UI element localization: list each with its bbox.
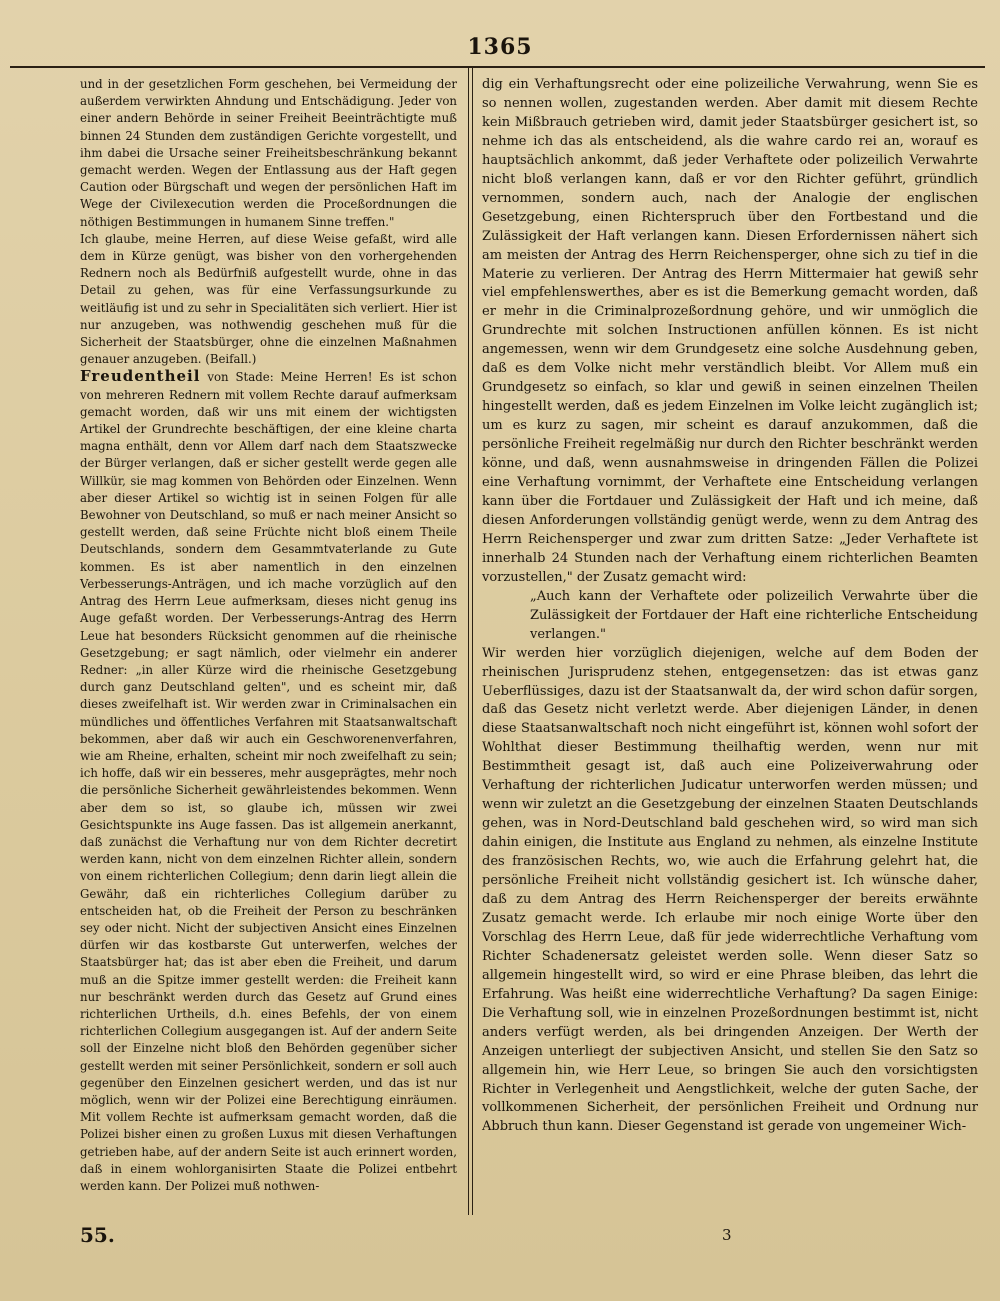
right-column	[482, 76, 978, 1137]
right-paragraph-2: Wir werden hier vorzüglich diejenigen, welche auf dem Boden der rheinischen Jurisprudenz stehen, entgegensetzen: das ist etwas ganz Ueberflüssiges, dazu ist der Staatsanwalt da, der wird schon dafür sorgen, daß das Gesetz nicht verletzt werde. Aber diejenigen Länder, in denen diese Staatsanwaltschaft noch nicht eingeführt ist, können wohl sofort der Wohlthat dieser Bestimmung theilhaftig werden, wenn nur mit Bestimmtheit gesagt ist, daß auch eine Polizeiverwahrung oder Verhaftung der richterlichen Judicatur unterworfen werden müssen; und wenn wir zuletzt an die Gesetzgebung der einzelnen Staaten Deutschlands gehen, was in Nord-Deutschland bald geschehen wird, so wird man sich dahin einigen, die Institute aus England zu nehmen, als einzelne Institute des französischen Rechts, wo, wie auch die Erfahrung gelehrt hat, die persönliche Freiheit nicht vollständig gesichert ist. Ich wünsche daher, daß zu dem Antrag des Herrn Reichensperger der bereits erwähnte Zusatz gemacht werde. Ich erlaube mir noch einige Worte über den Vorschlag des Herrn Leue, daß für jede widerrechtliche Verhaftung vom Richter Schadenersatz geleistet werden solle. Wenn dieser Satz so allgemein hingestellt wird, so wird er eine Phrase bleiben, das lehrt die Erfahrung. Was heißt eine widerrechtliche Verhaftung? Da sagen Einige: Die Verhaftung soll, wie in einzelnen Prozeßordnungen bestimmt ist, nicht anders verfügt werden, als bei dringenden Anzeigen. Der Werth der Anzeigen unterliegt der subjectiven Ansicht, und stellen Sie den Satz so allgemein hin, wie Herr Leue, so bringen Sie auch den vorsichtigsten Richter in Verlegenheit und Aengstlichkeit, welche der guten Sache, der vollkommenen Sicherheit, der persönlichen Freiheit und Ordnung nur Abbruch thun kann. Dieser Gegenstand ist gerade von ungemeiner Wich-	[482, 645, 978, 1135]
left-paragraph-2: Ich glaube, meine Herren, auf diese Weise gefaßt, wird alle dem in Kürze genügt, was bisher von den vorhergehenden Rednern noch als Bedürfniß aufgestellt wurde, ohne in das Detail zu gehen, was für eine Verfassungsurkunde zu weitläufig ist und zu sehr in Specialitäten sich verliert. Hier ist nur anzugeben, was nothwendig geschehen muß für die Sicherheit der Staatsbürger, ohne die einzelnen Maßnahmen genauer anzugeben. (Beifall.)	[80, 231, 457, 367]
header-rule	[10, 66, 985, 68]
left-column	[80, 76, 457, 1195]
left-paragraph-3	[80, 368, 457, 1195]
speech-text: von Stade: Meine Herren! Es ist schon von mehreren Rednern mit vollem Rechte darauf aufmerksam gemacht worden, daß wir uns mit einem der wichtigsten Artikel der Grundrechte beschäftigen, der eine kleine charta magna enthält, denn vor Allem darf nach dem Staatszwecke der Bürger verlangen, daß er sicher gestellt werde gegen alle Willkür, sie mag kommen von Behörden oder Einzelnen. Wenn aber dieser Artikel so wichtig ist in seinen Folgen für alle Bewohner von Deutschland, so muß er nach meiner Ansicht so gestellt werden, daß seine Früchte nicht bloß einem Theile Deutschlands, sondern dem Gesammtvaterlande zu Gute kommen. Es ist aber namentlich in den einzelnen Verbesserungs-Anträgen, und ich mache vorzüglich auf den Antrag des Herrn Leue aufmerksam, dieses nicht genug ins Auge gefaßt worden. Der Verbesserungs-Antrag des Herrn Leue hat besonders Rücksicht genommen auf die rheinische Gesetzgebung; er sagt nämlich, oder vielmehr ein anderer Redner: „in aller Kürze wird die rheinische Gesetzgebung durch ganz Deutschland gelten", und es scheint mir, daß dieses zweifelhaft ist. Wir werden zwar in Criminalsachen ein mündliches und öffentliches Verfahren mit Staatsanwaltschaft bekommen, aber daß wir auch ein Geschworenenverfahren, wie am Rheine, erhalten, scheint mir noch zweifelhaft zu sein; ich hoffe, daß wir ein besseres, mehr ausgeprägtes, mehr noch die persönliche Sicherheit gewährleistendes bekommen. Wenn aber dem so ist, so glaube ich, müssen wir zwei Gesichtspunkte ins Auge fassen. Das ist allgemein anerkannt, daß zunächst die Verhaftung nur von dem Richter decretirt werden kann, nicht von dem einzelnen Richter allein, sondern von einem richterlichen Collegium; denn darin liegt allein die Gewähr, daß ein richterliches Collegium darüber zu entscheiden hat, ob die Freiheit der Person zu beschränken sey oder nicht. Nicht der subjectiven Ansicht eines Einzelnen dürfen wir das kostbarste Gut unterwerfen, welches der Staatsbürger hat; das ist aber eben die Freiheit, und darum muß an die Spitze immer gestellt werden: die Freiheit kann nur beschränkt werden durch das Gesetz auf Grund eines richterlichen Urtheils, d.h. eines Befehls, der von einem richterlichen Collegium ausgegangen ist. Auf der andern Seite soll der Einzelne nicht bloß den Behörden gegenüber sicher gestellt werden mit seiner Persönlichkeit, sondern er soll auch gegenüber den Einzelnen gesichert werden, und das ist nur möglich, wenn wir der Polizei eine Berechtigung einräumen. Mit vollem Rechte ist aufmerksam gemacht worden, daß die Polizei bisher einen zu großen Luxus mit diesen Verhaftungen getrieben habe, auf der andern Seite ist auch erinnert worden, daß in einem wohlorganisirten Staate die Polizei entbehrt werden kann. Der Polizei muß nothwen-	[80, 370, 457, 1193]
signature-mark: 55.	[80, 1223, 115, 1247]
speaker-name: Freudentheil	[80, 367, 201, 386]
right-paragraph-1: dig ein Verhaftungsrecht oder eine polizeiliche Verwahrung, wenn Sie es so nennen wollen, zugestanden werden. Aber damit mit diesem Rechte kein Mißbrauch getrieben wird, damit jeder Staatsbürger gesichert ist, so nehme ich das als entscheidend, als die wahre cardo rei an, worauf es hauptsächlich ankommt, daß jeder Verhaftete oder polizeilich Verwahrte nicht bloß verlangen kann, daß er vor den Richter geführt, gründlich vernommen, sondern auch, nach der Analogie der englischen Gesetzgebung, einen Richterspruch über den Fortbestand und die Zulässigkeit der Haft verlangen kann. Diesen Erfordernissen nähert sich am meisten der Antrag des Herrn Reichensperger, ohne sich zu tief in die Materie zu verlieren. Der Antrag des Herrn Mittermaier hat gewiß sehr viel empfehlenswerthes, aber es ist die Bemerkung gemacht worden, daß er mehr in die Criminalprozeßordnung gehöre, und wir unmöglich die Grundrechte mit solchen Instructionen anfüllen können. Es ist nicht angemessen, wenn wir dem Grundgesetz eine solche Ausdehnung geben, daß es dem Volke nicht mehr verständlich bleibt. Vor Allem muß ein Grundgesetz so einfach, so klar und gewiß in seinen einzelnen Theilen hingestellt werden, daß es jedem Einzelnen im Volke leicht zugänglich ist; um es kurz zu sagen, mir scheint es darauf anzukommen, daß die persönliche Freiheit regelmäßig nur durch den Richter beschränkt werden könne, und daß, wenn ausnahmsweise in dringenden Fällen die Polizei eine Verhaftung vornimmt, der Verhaftete eine Entscheidung verlangen kann über die Fortdauer und Zulässigkeit der Haft und ich meine, daß diesen Anforderungen vollständig genügt werde, wenn zu dem Antrag des Herrn Reichensperger und zwar zum dritten Satze: „Jeder Verhaftete ist innerhalb 24 Stunden nach der Verhaftung einem richterlichen Beamten vorzustellen," der Zusatz gemacht wird:	[482, 77, 978, 585]
column-divider	[468, 68, 473, 1215]
left-paragraph-1: und in der gesetzlichen Form geschehen, bei Vermeidung der außerdem verwirkten Ahndung und Entschädigung. Jeder von einer andern Behörde in seiner Freiheit Beeinträchtigte muß binnen 24 Stunden dem zuständigen Gerichte vorgestellt, und ihm dabei die Ursache seiner Freiheitsbeschränkung bekannt gemacht werden. Wegen der Entlassung aus der Haft gegen Caution oder Bürgschaft und wegen der persönlichen Haft im Wege der Civilexecution werden die Proceßordnungen die nöthigen Bestimmungen in humanem Sinne treffen."	[80, 77, 457, 229]
quoted-amendment: „Auch kann der Verhaftete oder polizeilich Verwahrte über die Zulässigkeit der Fortdauer der Haft eine richterliche Entscheidung verlangen."	[530, 588, 978, 642]
sheet-number: 3	[722, 1226, 732, 1244]
page-number: 1365	[467, 34, 533, 60]
